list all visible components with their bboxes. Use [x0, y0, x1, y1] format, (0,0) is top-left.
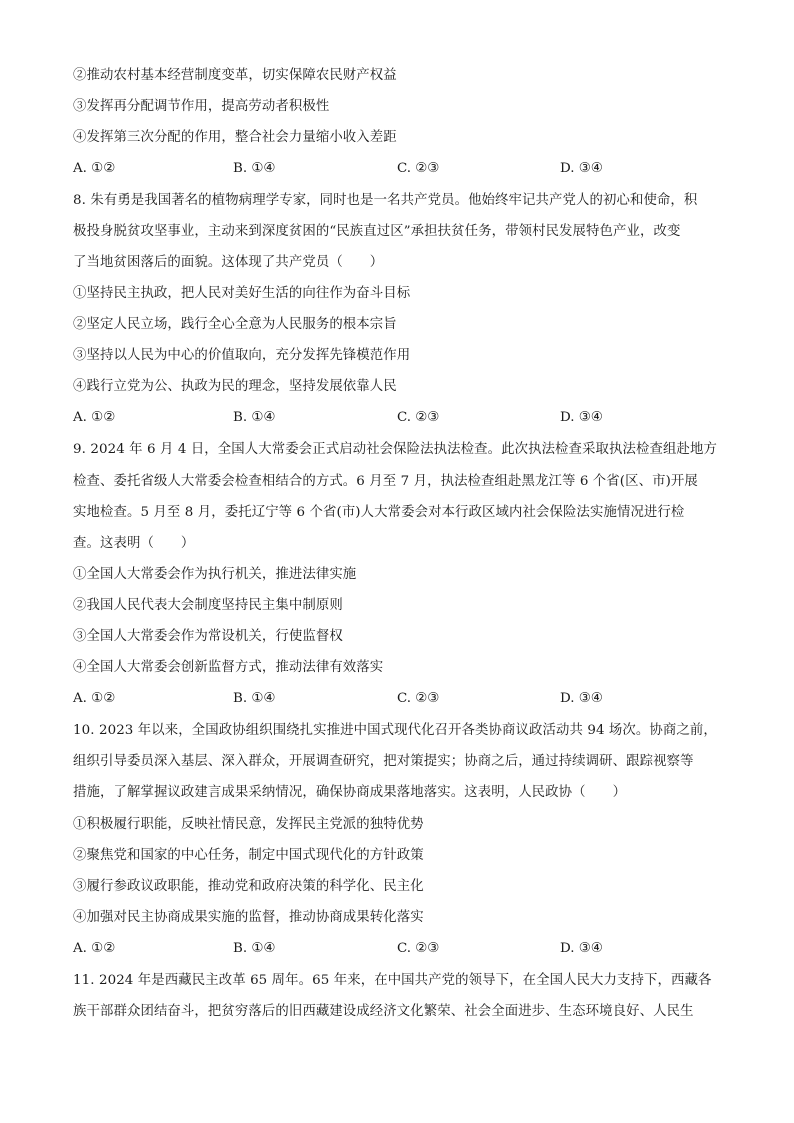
- q9-option-d[interactable]: D. ③④: [560, 691, 603, 706]
- q7-item-2: ②推动农村基本经营制度变革，切实保障农民财产权益: [73, 68, 397, 83]
- q8-item-1: ①坚持民主执政，把人民对美好生活的向往作为奋斗目标: [73, 286, 411, 301]
- q10-option-d[interactable]: D. ③④: [560, 941, 603, 956]
- q10-options: [73, 939, 733, 959]
- q7-option-a[interactable]: A. ①②: [73, 161, 116, 176]
- q9-stem-line-3: 实地检查。5 月至 8 月，委托辽宁等 6 个省(市)人大常委会对本行政区域内社会保险法实施情况进行检: [73, 505, 685, 520]
- q9-option-c[interactable]: C. ②③: [397, 691, 440, 706]
- q10-option-a[interactable]: A. ①②: [73, 941, 116, 956]
- q9-item-4: ④全国人大常委会创新监督方式，推动法律有效落实: [73, 660, 384, 675]
- q8-option-c[interactable]: C. ②③: [397, 410, 440, 425]
- q9-stem-line-4: 查。这表明（ ）: [73, 536, 195, 551]
- q10-option-c[interactable]: C. ②③: [397, 941, 440, 956]
- q10-item-2: ②聚焦党和国家的中心任务，制定中国式现代化的方针政策: [73, 848, 424, 863]
- q8-item-4: ④践行立党为公、执政为民的理念，坚持发展依靠人民: [73, 379, 397, 394]
- q9-stem-line-1: 9. 2024 年 6 月 4 日，全国人大常委会正式启动社会保险法执法检查。此次执法检查采取执法检查组赴地方: [73, 442, 717, 457]
- q8-item-3: ③坚持以人民为中心的价值取向，充分发挥先锋模范作用: [73, 348, 411, 363]
- q7-options: [73, 159, 733, 179]
- q10-item-4: ④加强对民主协商成果实施的监督，推动协商成果转化落实: [73, 910, 424, 925]
- q9-item-1: ①全国人大常委会作为执行机关，推进法律实施: [73, 567, 357, 582]
- q10-item-3: ③履行参政议政职能，推动党和政府决策的科学化、民主化: [73, 879, 424, 894]
- q10-item-1: ①积极履行职能，反映社情民意，发挥民主党派的独特优势: [73, 817, 424, 832]
- q7-item-4: ④发挥第三次分配的作用，整合社会力量缩小收入差距: [73, 130, 397, 145]
- q10-stem-line-3: 措施，了解掌握议政建言成果采纳情况，确保协商成果落地落实。这表明，人民政协（ ）: [73, 785, 627, 800]
- q9-item-2: ②我国人民代表大会制度坚持民主集中制原则: [73, 598, 343, 613]
- q9-option-a[interactable]: A. ①②: [73, 691, 116, 706]
- q9-options: [73, 689, 733, 709]
- q8-stem-line-1: 8. 朱有勇是我国著名的植物病理学专家，同时也是一名共产党员。他始终牢记共产党人的初心和使命，积: [73, 193, 698, 208]
- q11-stem-line-2: 族干部群众团结奋斗，把贫穷落后的旧西藏建设成经济文化繁荣、社会全面进步、生态环境良好、人民生: [73, 1004, 694, 1019]
- q8-option-d[interactable]: D. ③④: [560, 410, 603, 425]
- q8-stem-line-2: 极投身脱贫攻坚事业，主动来到深度贫困的“民族直过区”承担扶贫任务，带领村民发展特色产业，改变: [73, 224, 681, 239]
- q8-stem-line-3: 了当地贫困落后的面貌。这体现了共产党员（ ）: [73, 255, 384, 270]
- q9-item-3: ③全国人大常委会作为常设机关，行使监督权: [73, 629, 343, 644]
- q8-options: [73, 408, 733, 428]
- q7-option-d[interactable]: D. ③④: [560, 161, 603, 176]
- q10-stem-line-2: 组织引导委员深入基层、深入群众，开展调查研究，把对策提实；协商之后，通过持续调研、跟踪视察等: [73, 754, 694, 769]
- q9-option-b[interactable]: B. ①④: [233, 691, 276, 706]
- q10-stem-line-1: 10. 2023 年以来，全国政协组织围绕扎实推进中国式现代化召开各类协商议政活动共 94 场次。协商之前，: [73, 723, 717, 738]
- q11-stem-line-1: 11. 2024 年是西藏民主改革 65 周年。65 年来，在中国共产党的领导下，在全国人民大力支持下，西藏各: [73, 973, 712, 988]
- q7-item-3: ③发挥再分配调节作用，提高劳动者积极性: [73, 99, 330, 114]
- q8-item-2: ②坚定人民立场，践行全心全意为人民服务的根本宗旨: [73, 317, 397, 332]
- q9-stem-line-2: 检查、委托省级人大常委会检查相结合的方式。6 月至 7 月，执法检查组赴黑龙江等 6 个省(区、市)开展: [73, 474, 698, 489]
- q7-option-c[interactable]: C. ②③: [397, 161, 440, 176]
- q8-option-b[interactable]: B. ①④: [233, 410, 276, 425]
- q10-option-b[interactable]: B. ①④: [233, 941, 276, 956]
- q8-option-a[interactable]: A. ①②: [73, 410, 116, 425]
- q7-option-b[interactable]: B. ①④: [233, 161, 276, 176]
